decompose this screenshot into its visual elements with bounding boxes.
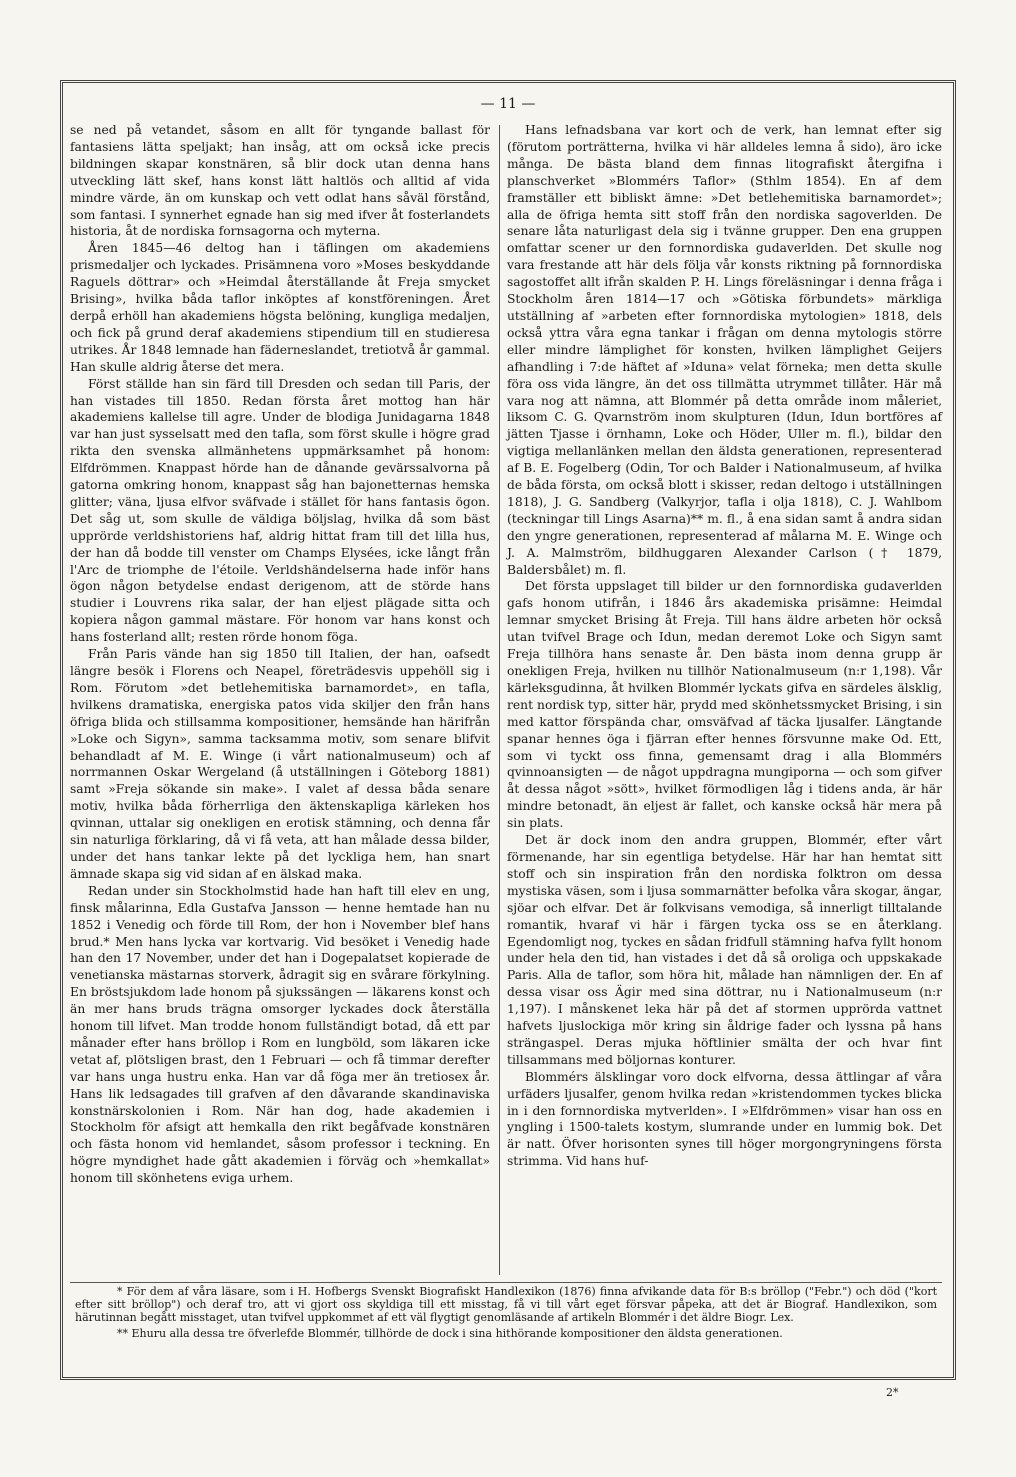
- printer-signature: 2*: [886, 1386, 899, 1399]
- left-paragraph-2: Åren 1845—46 deltog han i täflingen om akademiens prismedaljer och lyckades. Prisämnena voro »Moses beskyddande Raguels döttrar» och »Heimdal återställande åt Freja smycket Brising», hvilka båda taflor inköptes af konstföreningen. Året derpå erhöll han akademiens högsta belöning, kungliga medaljen, och fick på grund deraf akademiens stipendium till en studieresa utrikes. År 1848 lemnade han fäderneslandet, tretiotvå år gammal. Han skulle aldrig återse det mera.: [70, 241, 490, 374]
- left-paragraph-1: se ned på vetandet, såsom en allt för tyngande ballast för fantasiens lätta speljakt; han insåg, att om också icke precis bildningen skapar konstnären, så blir dock utan denna hans utveckling lätt skef, hans konst lätt haltlös och alltid af vida mindre värde, än om kunskap och vett odlat hans såväl förstånd, som fantasi. I synnerhet egnade han sig med ifver åt fosterlandets historia, åt de nordiska fornsagorna och myterna.: [70, 123, 490, 239]
- page-number: — 11 —: [480, 96, 536, 112]
- right-paragraph-2: Det första uppslaget till bilder ur den fornnordiska gudaverlden gafs honom utifrån, i 1846 års akademiska prisämne: Heimdal lemnar smycket Brising åt Freja. Till hans äldre arbeten hör också utan tvifvel Brage och Idun, medan deremot Loke och Sigyn samt Freja tillhöra hans senaste år. Den bästa inom denna grupp är onekligen Freja, hvilken nu tillhör Nationalmuseum (n:r 1,198). Vår kärleksgudinna, åt hvilken Blommér lyckats gifva en särdeles älsklig, rent nordisk typ, sitter här, prydd med skönhetssmycket Brising, i sin med kattor förspända char, omsväfvad af täcka ljusalfer. Längtande spanar hennes öga i fjärran efter hennes försvunne make Od. Ett, som vi tyckt oss finna, gemensamt drag i alla Blommérs qvinnoansigten — de något uppdragna mungiporna — och som gifver åt dessa något »sött», hvilket förmodligen låg i tidens anda, är här mindre betonadt, än eljest är fallet, och kanske också här mera på sin plats.: [507, 579, 942, 831]
- footnotes: [75, 1285, 937, 1342]
- right-paragraph-4: Blommérs älsklingar voro dock elfvorna, dessa ättlingar af våra urfäders ljusalfer, genom hvilka redan »kristendommen tyckes blicka in i den fornnordiska mytverlden». I »Elfdrömmen» visar han oss en yngling i 1500-talets kostym, slumrande under en lummig bok. Det är natt. Öfver horisonten synes till höger morgongryningens första strimma. Vid hans huf-: [507, 1069, 942, 1169]
- right-column: [507, 122, 942, 1170]
- right-paragraph-1: Hans lefnadsbana var kort och de verk, han lemnat efter sig (förutom porträtterna, hvilka vi här alldeles lemna å sido), äro icke många. De bästa bland dem finnas litografiskt återgifna i planschverket »Blommérs Taflor» (Sthlm 1854). En af dem framställer ett bibliskt ämne: »Det betlehemitiska barnamordet»; alla de öfriga hemta sitt stoff från den nordiska sagoverlden. De senare låta naturligast dela sig i tvänne grupper. Den ena gruppen omfattar scener ur den fornnordiska gudaverlden. Det skulle nog vara frestande att här dels följa vår konsts riktning på fornnordiska sagostoffet allt ifrån skalden P. H. Lings föreläsningar i denna fråga i Stockholm åren 1814—17 och »Götiska förbundets» märkliga utställning af »arbeten efter fornnordiska mytologien» 1818, dels också yttra våra egna tankar i frågan om denna mytologis större eller mindre lämplighet för konsten, hvilken lämplighet Geijers afhandling i 7:de häftet af »Iduna» velat förneka; men detta skulle föra oss vida längre, än det oss tillmätta utrymmet tillåter. Här må vara nog att nämna, att Blommér på detta område inom måleriet, liksom C. G. Qvarnström inom skulpturen (Idun, Idun bortföres af jätten Tjasse i örnhamn, Loke och Höder, Uller m. fl.), bildar den vigtiga mellanlänken mellan den äldsta generationen, representerad af B. E. Fogelberg (Odin, Tor och Balder i Nationalmuseum, af hvilka de båda första, om också blott i skisser, redan deltogo i utställningen 1818), J. G. Sandberg (Valkyrjor, tafla i olja 1818), C. J. Wahlbom (teckningar till Lings Asarna)** m. fl., å ena sidan samt å andra sidan den yngre generationen, representerad af målarna M. E. Winge och J. A. Malmström, bildhuggaren Alexander Carlson († 1879, Baldersbålet) m. fl.: [507, 123, 942, 577]
- footnote-2: ** Ehuru alla dessa tre öfverlefde Blommér, tillhörde de dock i sina hithörande kompositioner den äldsta generationen.: [117, 1326, 783, 1340]
- left-column: [70, 122, 490, 1187]
- right-paragraph-3: Det är dock inom den andra gruppen, Blommér, efter vårt förmenande, har sin egentliga betydelse. Här har han hemtat sitt stoff och sin inspiration från den nordiska folktron om dessa mystiska väsen, som i ljusa sommarnätter befolka våra skogar, ängar, sjöar och elfvar. Det är folkvisans vemodiga, så innerligt tilltalande romantik, hvaraf vi här i färgen tycka oss se en återklang. Egendomligt nog, tyckes en sådan fridfull stämning hafva fyllt honom under hela den tid, han vistades i det då så oroliga och uppskakade Paris. Alla de taflor, som höra hit, målade han nämnligen der. En af dessa visar oss Ägir med sina döttrar, nu i Nationalmuseum (n:r 1,197). I månskenet leka här på det af stormen upprörda vattnet hafvets ljuslockiga mör kring sin åldrige fader och lyssna på hans strängaspel. Deras mjuka höftlinier smälta der och hvar fint tillsammans med böljornas konturer.: [507, 833, 942, 1067]
- footnote-rule: [70, 1282, 942, 1283]
- left-paragraph-5: Redan under sin Stockholmstid hade han haft till elev en ung, finsk målarinna, Edla Gustafva Jansson — henne hemtade han nu 1852 i Venedig och förde till Rom, der hon i November blef hans brud.* Men hans lycka var kortvarig. Vid besöket i Venedig hade han den 17 November, under det han i Dogepalatset kopierade de venetianska mästarnas storverk, ådragit sig en svårare förkylning. En bröstsjukdom lade honom på sjukssängen — läkarens konst och än mer hans bruds trägna omsorger lyckades dock återställa honom till lifvet. Man trodde honom fullständigt botad, då ett par månader efter hans bröllop i Rom en lungböld, som läkaren icke vetat af, plötsligen brast, den 1 Februari — och få timmar derefter var hans unga hustru enka. Han var då föga mer än tretiosex år. Hans lik ledsagades till grafven af den dåvarande skandinaviska konstnärskolonien i Rom. När han dog, hade akademien i Stockholm för afsigt att hemkalla den rikt begåfvade konstnären och fästa honom vid hemlandet, såsom professor i teckning. En högre myndighet hade gått akademien i förväg och »hemkallat» honom till skönhetens eviga urhem.: [70, 883, 490, 1186]
- footnote-1: * För dem af våra läsare, som i H. Hofbergs Svenskt Biografiskt Handlexikon (1876) finna afvikande data för B:s bröllop ("Febr.") och död ("kort efter sitt bröllop") och deraf tro, att vi gjort oss skyldiga till ett misstag, få vi till vårt eget försvar påpeka, att det är Biograf. Handlexikon, som härutinnan begått misstaget, utan tvifvel uppkommet af ett väl flygtigt genomläsande af artikeln Blommér i det äldre Biogr. Lex.: [75, 1285, 937, 1325]
- left-paragraph-4: Från Paris vände han sig 1850 till Italien, der han, oafsedt längre besök i Florens och Neapel, företrädesvis uppehöll sig i Rom. Förutom »det betlehemitiska barnamordet», en tafla, hvilkens dramatiska, energiska patos vida skiljer den från hans öfriga blida och stillsamma kompositioner, hemsände han härifrån »Loke och Sigyn», samma tacksamma motiv, som senare blifvit behandladt af M. E. Winge (i vårt nationalmuseum) och af norrmannen Oskar Wergeland (å utställningen i Göteborg 1881) samt »Freja sökande sin make». I valet af dessa båda senare motiv, hvilka båda förherrliga den äktenskapliga kärleken hos qvinnan, uttalar sig onekligen en erotisk stämning, och denna får sin naturliga förklaring, då vi få veta, att han målade dessa bilder, under det hans tankar lekte på det lyckliga hem, han snart ämnade skapa sig vid sidan af en älskad maka.: [70, 647, 490, 881]
- column-divider: [499, 125, 500, 1275]
- left-paragraph-3: Först ställde han sin färd till Dresden och sedan till Paris, der han vistades till 1850. Redan första året mottog han här akademiens kallelse till agre. Under de blodiga Junidagarna 1848 var han just sysselsatt med den tafla, som först skulle i högre grad rikta den svenska allmänhetens uppmärksamhet på honom: Elfdrömmen. Knappast hörde han de dånande gevärssalvorna på gatorna omkring honom, knappast såg han bajonetternas hemska glitter; väna, ljusa elfvor sväfvade i stället för hans fantasis ögon. Det såg ut, som skulle de väldiga böljslag, hvilka då som bäst upprörde verldshistoriens haf, aldrig hittat fram till det lilla hus, der han då bodde till venster om Champs Elysées, icke långt från l'Arc de triomphe de l'étoile. Verldshändelserna hade inför hans ögon någon betydelse endast derigenom, att de störde hans studier i Louvrens rika salar, der han eljest plägade sitta och kopiera någon gammal mästare. För honom var hans konst och hans fosterland allt; resten rörde honom föga.: [70, 376, 490, 645]
